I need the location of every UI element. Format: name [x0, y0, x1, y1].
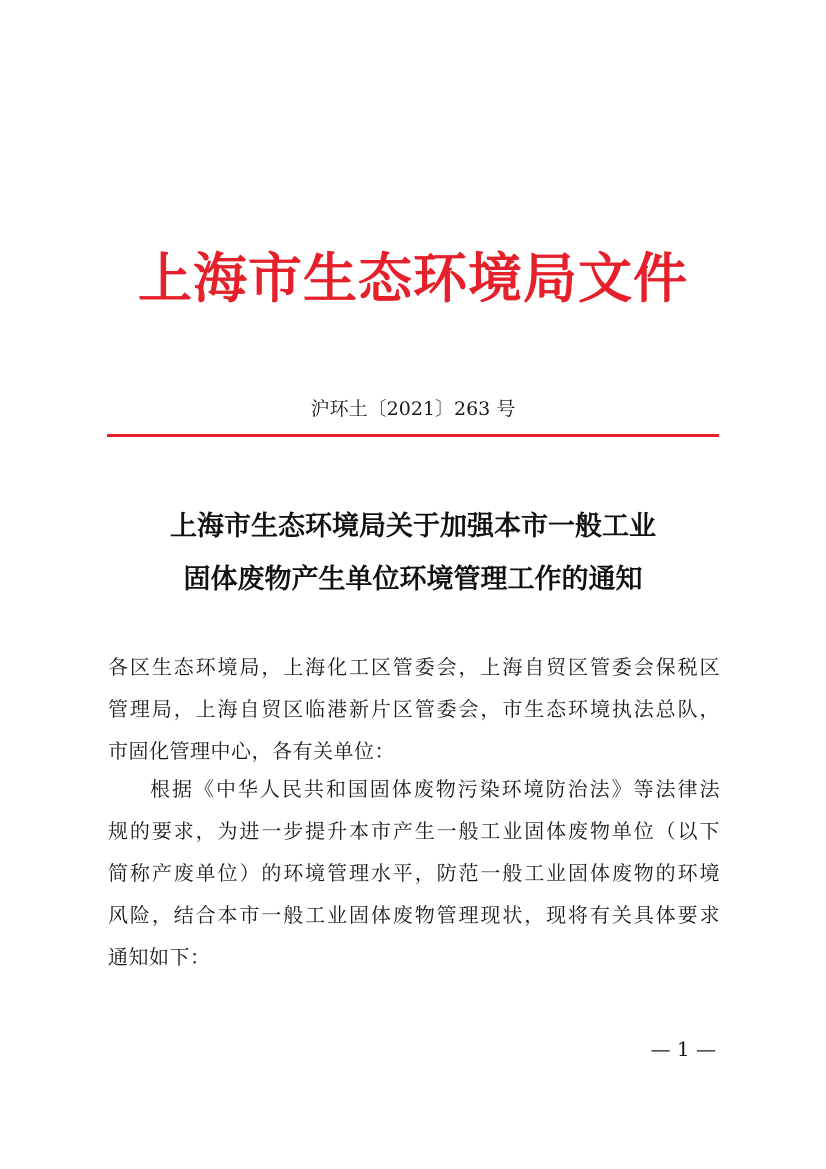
notice-title-line-2: 固体废物产生单位环境管理工作的通知 [183, 564, 643, 595]
paragraph-line: 风险，结合本市一般工业固体废物管理现状，现将有关具体要求 [108, 903, 720, 927]
addressee-line: 管理局，上海自贸区临港新片区管委会，市生态环境执法总队， [108, 697, 720, 721]
agency-header-title: 上海市生态环境局文件 [138, 246, 688, 310]
red-separator-line [107, 434, 719, 437]
paragraph-line: 简称产废单位）的环境管理水平，防范一般工业固体废物的环境 [108, 861, 720, 885]
paragraph-line: 通知如下： [108, 945, 211, 969]
paragraph-line: 规的要求，为进一步提升本市产生一般工业固体废物单位（以下 [108, 819, 720, 843]
notice-title-line-1: 上海市生态环境局关于加强本市一般工业 [170, 511, 656, 542]
addressee-block [108, 646, 720, 772]
paragraph-line: 根据《中华人民共和国固体废物污染环境防治法》等法律法 [150, 777, 720, 801]
addressee-line: 市固化管理中心，各有关单位： [108, 739, 395, 763]
addressee-line: 各区生态环境局，上海化工区管委会，上海自贸区管委会保税区 [108, 655, 720, 679]
body-paragraph [108, 768, 720, 978]
page-number: — 1 — [650, 1037, 716, 1061]
document-number: 沪环土〔2021〕263 号 [310, 398, 516, 420]
